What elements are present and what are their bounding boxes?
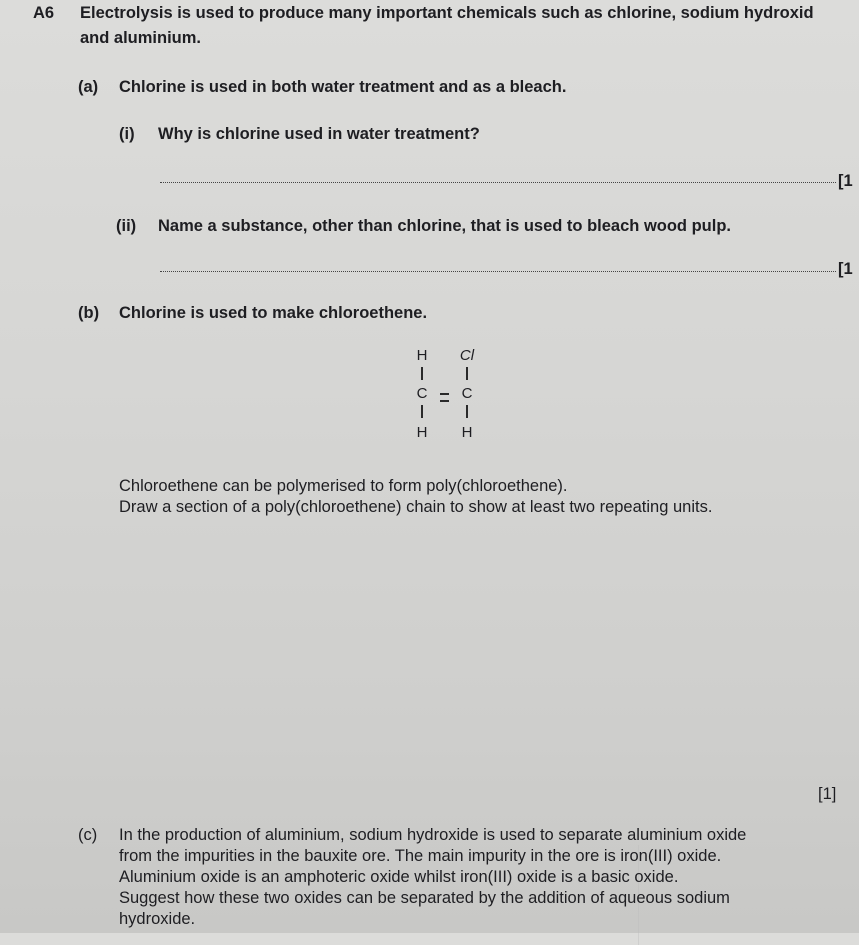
part-b-text: Chlorine is used to make chloroethene. (119, 304, 428, 322)
part-c-line-4: Suggest how these two oxides can be separated by the addition of aqueous sodium (119, 889, 730, 907)
part-a-i-label: (i) (119, 125, 135, 143)
atom-c: C (416, 385, 428, 402)
part-c-line-1: In the production of aluminium, sodium hydroxide is used to separate aluminium oxide (119, 826, 747, 844)
atom-c: C (461, 385, 473, 402)
part-a-ii-text: Name a substance, other than chlorine, that is used to bleach wood pulp. (158, 217, 732, 235)
part-b-line-1: Chloroethene can be polymerised to form poly(chloroethene). (119, 477, 568, 495)
atom-h: H (461, 424, 473, 441)
mark-a-i: [1 (838, 172, 853, 190)
part-a-ii-label: (ii) (116, 217, 137, 235)
atom-h: H (416, 424, 428, 441)
mark-a-ii: [1 (838, 260, 853, 278)
answer-line-a-ii[interactable] (160, 271, 836, 272)
double-bond (440, 393, 449, 402)
drawing-answer-area[interactable] (119, 525, 819, 775)
part-a-i-text: Why is chlorine used in water treatment? (158, 125, 480, 143)
atom-cl: Cl (459, 347, 475, 364)
part-a-label: (a) (78, 78, 99, 96)
part-b-line-2: Draw a section of a poly(chloroethene) chain to show at least two repeating units. (119, 498, 713, 516)
part-c-label: (c) (78, 826, 98, 844)
intro-line-1: Electrolysis is used to produce many important chemicals such as chlorine, sodium hydroxid (80, 4, 814, 22)
mark-b: [1] (818, 785, 837, 803)
part-a-text: Chlorine is used in both water treatment and as a bleach. (119, 78, 567, 96)
bond (466, 405, 468, 418)
question-number: A6 (33, 4, 55, 22)
bond (421, 405, 423, 418)
bond (421, 367, 423, 380)
atom-h: H (416, 347, 428, 364)
intro-line-2: and aluminium. (80, 29, 202, 47)
part-c-line-5: hydroxide. (119, 910, 196, 928)
part-b-label: (b) (78, 304, 100, 322)
part-c-line-2: from the impurities in the bauxite ore. The main impurity in the ore is iron(III) oxide. (119, 847, 722, 865)
answer-line-a-i[interactable] (160, 182, 836, 183)
part-c-line-3: Aluminium oxide is an amphoteric oxide whilst iron(III) oxide is a basic oxide. (119, 868, 679, 886)
bond (466, 367, 468, 380)
